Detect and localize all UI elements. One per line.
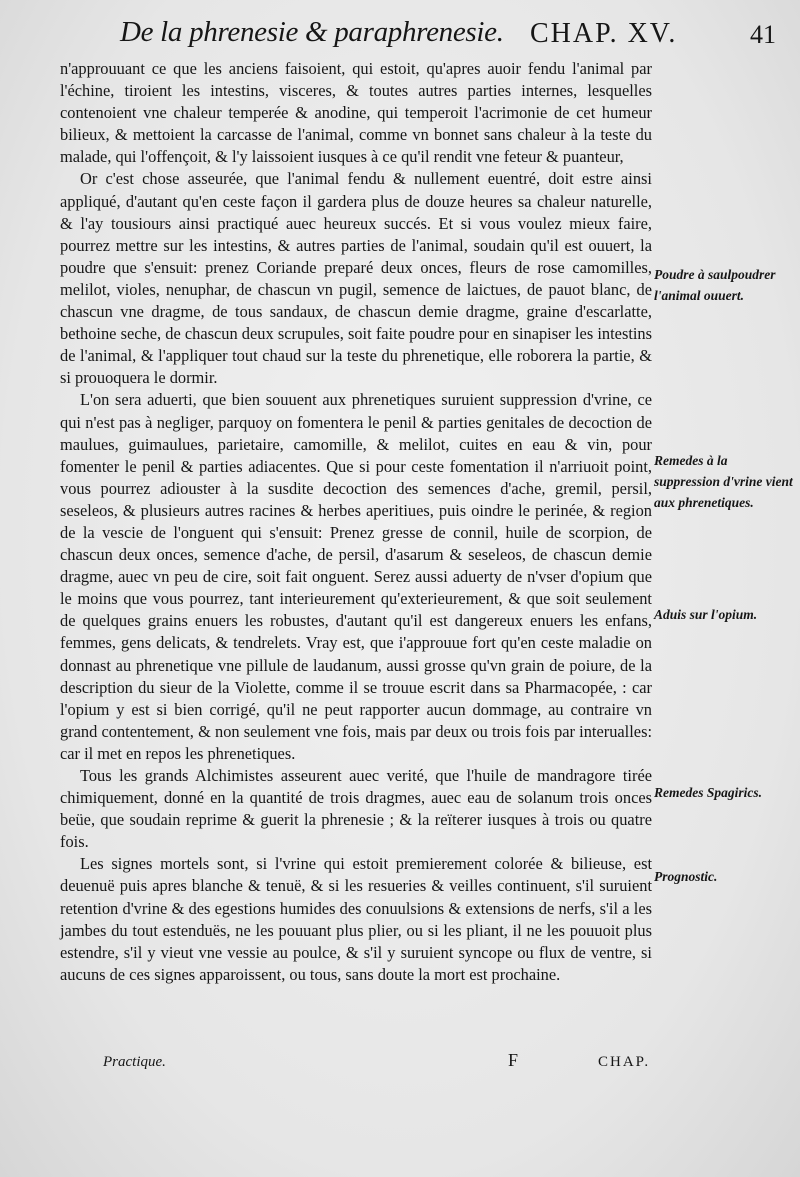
- paragraph-2: Or c'est chose asseurée, que l'animal fendu & nullement euentré, doit estre ainsi appliqué, d'autant qu'en ceste façon il gardera plus de douze heures sa chaleur naturelle, & l'ay tousiours ainsi practiqué auec heureux succés. Et si vous voulez mieux faire, pourrez mettre sur les intestins, & autres parties de l'animal, soudain qu'il est ouuert, la poudre que s'ensuit: prenez Coriande preparé deux onces, fleurs de rose camomilles, melilot, violes, nenuphar, de chascun vn pugil, semence de laictues, de pauot blanc, de chascun vne dragme, de tous sandaux, de chascun demie dragme, graine d'escarlatte, bethoine seche, de chascun deux scrupules, soit faite poudre pour en sinapiser les intestins de l'animal, & l'appliquer tout chaud sur la teste du phrenetique, elle roborera la partie, & si prouoquera le dormir.: [60, 169, 652, 388]
- paragraph-4: Tous les grands Alchimistes asseurent auec verité, que l'huile de mandragore tirée chimiquement, donné en la quantité de trois dragmes, auec eau de solanum trois onces beüe, que soudain reprime & guerit la phrenesie ; & la reïterer iusques à trois ou quatre fois.: [60, 766, 652, 852]
- paragraph-5: Les signes mortels sont, si l'vrine qui estoit premierement colorée & bilieuse, est deuenuë puis apres blanche & tenuë, & si les resueries & veilles continuent, s'il suruient retention d'vrine & des egestions humides des conuulsions & extensions de nerfs, s'il a les jambes du tout estenduës, ne les pouuant plus plier, ou si les pliant, il ne les pouuoit plus estendre, s'il y vieut vne vessie au poulce, & s'il y suruient syncope ou flux de ventre, si aucuns de ces signes apparoissent, ou tous, sans doute la mort est prochaine.: [60, 854, 652, 984]
- main-text: [60, 58, 652, 986]
- margin-note-spagiric: Remedes Spagirics.: [654, 785, 762, 800]
- margin-note-opium: Aduis sur l'opium.: [654, 607, 758, 622]
- page-footer: [0, 1050, 800, 1080]
- margin-note-urine: Remedes à la suppression d'vrine vient aux phrenetiques.: [654, 453, 793, 510]
- running-header: [110, 14, 786, 52]
- margin-note-prognostic: Prognostic.: [654, 869, 718, 884]
- catchword: CHAP.: [598, 1054, 651, 1070]
- footer-title: Practique.: [103, 1054, 166, 1070]
- paragraph-3: L'on sera aduerti, que bien souuent aux phrenetiques suruient suppression d'vrine, ce qui n'est pas à negliger, parquoy on fomentera le penil & parties genitales de decoction de maulues, guimaulues, parietaire, camomille, & melilot, cuites en eau & vin, pour fomenter le penil & parties adiacentes. Que si pour ceste fomentation il n'arriuoit point, vous pourrez adiouster à la susdite decoction des semences d'ache, gremil, persil, seseleos, & plusieurs autres racines & herbes aperitiues, puis oindre le perinée, & region de la vescie de l'onguent qui s'ensuit: Prenez gresse de connil, huile de scorpion, de chascun deux onces, semence d'ache, de persil, d'asarum & seseleos, de chascun demie dragme, auec vn peu de cire, soit fait onguent. Serez aussi aduerty de n'vser d'opium que le moins que vous pourrez, tant interieurement qu'exterieurement, & que soit seulement de quelques grains enuers les robustes, d'autant qu'il est dangereux enuers les enfans, femmes, gens delicats, & tendrelets. Vray est, que i'approuue fort qu'en ceste maladie on donnast au phrenetique vne pillule de laudanum, aussi grosse qu'vn grain de poiure, de la description du sieur de la Violette, comme il se trouue escrit dans sa Pharmacopée, : car l'opium y est si bien corrigé, qu'il ne peut rapporter aucun dommage, au contraire vn grand contentement, & non seulement vne fois, mais par deux ou trois fois par interualles: car il met en repos les phrenetiques.: [60, 390, 652, 763]
- signature-mark: F: [508, 1050, 519, 1070]
- page-number: 41: [750, 20, 776, 49]
- margin-note-powder: Poudre à saulpoudrer l'animal ouuert.: [654, 267, 776, 303]
- paragraph-1: n'approuuant ce que les anciens faisoient, qui estoit, qu'apres auoir fendu l'animal par l'échine, tiroient les intestins, visceres, & toutes autres parties internes, lesquelles contenoient vne chaleur temperée & anodine, qui temperoit l'acrimonie de cet humeur bilieux, & mettoient la carcasse de l'animal, comme vn bonnet sans chaleur à la teste du malade, qui l'offençoit, & l'y laissoient iusques à ce qu'il rendit vne feteur & puanteur,: [60, 59, 652, 167]
- chapter-label: CHAP. XV.: [530, 18, 678, 49]
- running-title: De la phrenesie & paraphrenesie.: [120, 16, 504, 48]
